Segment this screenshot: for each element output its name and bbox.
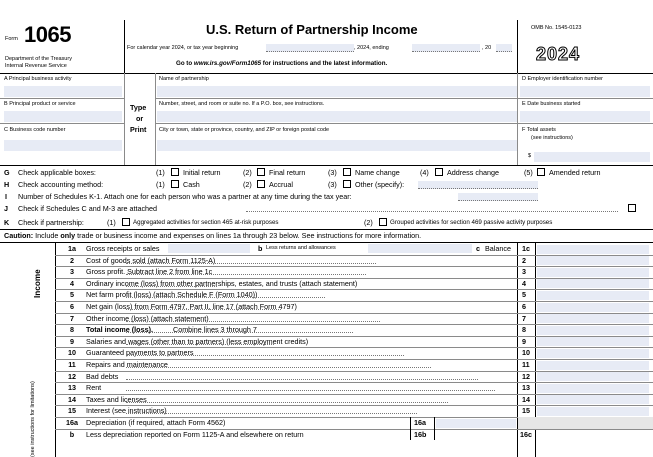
grouped-activities-label: Grouped activities for section 469 passive activity purposes [390,219,553,226]
row-rule [55,382,653,383]
balance-label: Balance [485,244,511,253]
line-description: Total income (loss). [86,325,153,334]
line-description: Ordinary income (loss) from other partnerships, estates, and trusts (attach statement) [86,279,358,288]
irs-url[interactable]: www.irs.gov/Form1065 [193,60,262,67]
line-description: Less depreciation reported on Form 1125-A and elsewhere on return [86,430,304,439]
leader-dots [126,263,376,264]
line-box-label: 15 [522,406,530,415]
income-side-label: Income [33,269,42,298]
line-box-label: 10 [522,348,530,357]
city-label: City or town, state or province, country, and ZIP or foreign postal code [159,127,330,133]
total-assets-field[interactable] [534,152,650,162]
line-amount-field[interactable] [537,291,649,300]
line-description: Salaries and wages (other than to partners) (less employment credits) [86,337,309,346]
street-label: Number, street, and room or suite no. If a P.O. box, see instructions. [159,101,325,107]
tax-year-begin-field[interactable] [266,44,354,52]
leader-dots [126,413,417,414]
other-method-label: Other (specify): [355,180,405,189]
gross-receipts-field[interactable] [168,244,250,253]
h-num-3: (3) [328,180,337,189]
principal-business-activity-label: A Principal business activity [4,76,72,82]
partnership-name-label: Name of partnership [159,76,209,82]
final-return-checkbox[interactable] [257,168,265,176]
line-amount-field[interactable] [537,303,649,312]
schedules-attached-checkbox[interactable] [628,204,636,212]
line-number: 15 [68,406,76,415]
mid-box-rule-right [434,417,435,440]
line-box-label: 9 [522,337,526,346]
principal-product-label: B Principal product or service [4,101,76,107]
or-label: or [136,114,144,123]
line-amount-field[interactable] [537,279,649,288]
line-16c-box-label: 16c [520,430,532,439]
line-description: Net gain (loss) from Form 4797, Part II, line 17 (attach Form 4797) [86,302,297,311]
line-box-label: 1c [522,244,530,253]
g-label: Check applicable boxes: [18,168,96,177]
line-16b-box-label: 16b [414,430,427,439]
line-box-label: 13 [522,383,530,392]
line-amount-field[interactable] [537,326,649,335]
goto-prefix: Go to [176,60,194,67]
line-number: 16a [66,418,78,427]
name-change-checkbox[interactable] [343,168,351,176]
line-description: Depreciation (if required, attach Form 4562) [86,418,226,427]
line-box-label: 4 [522,279,526,288]
leader-dots [126,297,325,298]
accrual-label: Accrual [269,180,293,189]
line-description: Guaranteed payments to partners [86,348,194,357]
k-num-1: (1) [107,218,116,227]
line-amount-field[interactable] [537,268,649,277]
line-description: Other income (loss) (attach statement) [86,314,209,323]
line-amount-field[interactable] [537,361,649,370]
i-letter: I [5,192,7,201]
deductions-side-label: (see instructions for limitations) [30,381,36,457]
returns-allowances-label: Less returns and allowances [266,245,336,251]
line-box-label: 2 [522,256,526,265]
line-number: 14 [68,395,76,404]
principal-product-field[interactable] [4,111,122,122]
leader-dots [126,286,217,287]
final-return-label: Final return [269,168,306,177]
leader-dots [126,367,431,368]
line-amount-field[interactable] [537,314,649,323]
street-field[interactable] [157,111,517,122]
leader-dots [126,390,495,391]
mid-box-rule-left [410,417,411,440]
caution-post: trade or business income and expenses on lines 1a through 23 below. See instructions for more information. [75,231,422,240]
principal-business-activity-field[interactable] [4,86,122,97]
leader-dots [126,332,353,333]
date-started-field[interactable] [520,111,650,122]
caution-pre: Include [33,231,61,240]
business-code-field[interactable] [4,140,122,151]
line-box-label: 3 [522,267,526,276]
total-assets-sub: (see instructions) [531,135,573,141]
department-line: Department of the Treasury [5,56,72,62]
line-description: Gross receipts or sales [86,244,160,253]
amended-return-label: Amended return [549,168,601,177]
line-amount-field[interactable] [537,349,649,358]
depreciation-field[interactable] [436,419,516,428]
tax-year-end-year-field[interactable] [496,44,512,52]
line-description: Cost of goods sold (attach Form 1125-A) [86,256,216,265]
line-box-label: 8 [522,325,526,334]
line-description: Taxes and licenses [86,395,147,404]
g-num-3: (3) [328,168,337,177]
line-number: 13 [68,383,76,392]
city-field[interactable] [157,140,517,151]
instructions-line [176,61,387,67]
aggregated-activities-label: Aggregated activities for section 465 at-risk purposes [133,219,279,226]
line-box-label: 6 [522,302,526,311]
k1-count-field[interactable] [458,193,538,201]
form-label: Form [5,36,18,42]
line-number: 4 [70,279,74,288]
line-description: Net farm profit (loss) (attach Schedule F (Form 1040)) [86,290,258,299]
goto-suffix: for instructions and the latest information. [261,60,388,67]
partnership-name-field[interactable] [157,86,517,97]
other-method-field[interactable] [418,181,538,189]
line-description: Repairs and maintenance [86,360,168,369]
g-num-4: (4) [420,168,429,177]
line-box-label: 11 [522,360,530,369]
line-amount-field[interactable] [537,372,649,381]
line-number: 1a [68,244,76,253]
caution-line [4,232,421,239]
line-amount-field[interactable] [537,245,649,254]
returns-allowances-field[interactable] [368,244,472,253]
line-amount-field[interactable] [537,256,649,265]
line-number: 12 [68,372,76,381]
form-title: U.S. Return of Partnership Income [206,22,418,37]
print-label: Print [130,125,147,134]
caution-only: only [60,231,76,240]
line-amount-field[interactable] [537,337,649,346]
ein-label: D Employer identification number [522,76,604,82]
line-number: b [69,430,75,439]
ein-field[interactable] [520,86,650,97]
k-letter: K [4,218,10,227]
address-change-label: Address change [447,168,499,177]
leader-dots [126,379,478,380]
other-method-checkbox[interactable] [343,180,351,188]
type-label: Type [130,103,147,112]
line-number: 2 [70,256,74,265]
line-description: Gross profit. Subtract line 2 from line 1c [86,267,213,276]
g-letter: G [4,168,10,177]
line-box-label: 7 [522,314,526,323]
line-description: Rent [86,383,102,392]
form-number: 1065 [24,22,71,47]
initial-return-checkbox[interactable] [171,168,179,176]
name-change-label: Name change [355,168,400,177]
leader-dots [126,355,404,356]
g-num-2: (2) [243,168,252,177]
cash-checkbox[interactable] [171,180,179,188]
leader-dots [126,274,366,275]
omb-number: OMB No. 1545-0123 [531,25,582,31]
line-number: 6 [70,302,74,311]
line-amount-field[interactable] [537,384,649,393]
line-16a-shaded-cell [518,417,653,429]
line-number: 5 [70,290,74,299]
calendar-year-mid: , 2024, ending [354,45,389,51]
line-amount-field[interactable] [537,407,649,416]
h-letter: H [4,180,10,189]
line-description-cont: Combine lines 3 through 7 [173,325,257,334]
irs-line: Internal Revenue Service [5,63,67,69]
initial-return-label: Initial return [183,168,221,177]
k1-count-label: Number of Schedules K-1. Attach one for each person who was a partner at any time during the tax year: [18,192,352,201]
grouped-activities-checkbox[interactable] [379,218,387,226]
amended-return-checkbox[interactable] [537,168,545,176]
h-num-2: (2) [243,180,252,189]
accrual-checkbox[interactable] [257,180,265,188]
aggregated-activities-checkbox[interactable] [122,218,130,226]
line-box-label: 12 [522,372,530,381]
j-letter: J [4,204,8,213]
h-num-1: (1) [156,180,165,189]
g-num-5: (5) [524,168,533,177]
cash-label: Cash [183,180,200,189]
line-1b-letter: b [258,244,263,253]
date-started-label: E Date business started [522,101,581,107]
business-code-label: C Business code number [4,127,66,133]
line-description: Bad debts [86,372,119,381]
line-16a-box-label: 16a [414,418,426,427]
line-box-label: 5 [522,290,526,299]
line-number: 9 [70,337,74,346]
line-number: 10 [68,348,76,357]
tax-year-end-field[interactable] [412,44,480,52]
leader-dots [126,402,448,403]
total-assets-label: F Total assets [522,127,556,133]
line-number: 8 [70,325,74,334]
leader-dots [126,309,281,310]
calendar-year-label: For calendar year 2024, or tax year beginning [127,45,239,51]
schedules-attached-label: Check if Schedules C and M-3 are attached [18,204,158,213]
line-box-label: 14 [522,395,530,404]
tax-year: 2024 [536,44,581,64]
dollar-sign: $ [528,153,532,159]
line-description: Interest (see instructions) [86,406,167,415]
leader-dots [126,344,274,345]
line-1c-letter: c [476,244,480,253]
line-amount-field[interactable] [537,395,649,404]
line-number: 11 [68,360,76,369]
k-label: Check if partnership: [18,218,84,227]
line-number: 7 [70,314,74,323]
line-number: 3 [70,267,74,276]
calendar-year-end: , 20 [482,45,492,51]
caution-label: Caution: [4,231,34,240]
k-num-2: (2) [364,218,373,227]
g-num-1: (1) [156,168,165,177]
leader-dots [126,321,380,322]
h-label: Check accounting method: [18,180,104,189]
address-change-checkbox[interactable] [435,168,443,176]
